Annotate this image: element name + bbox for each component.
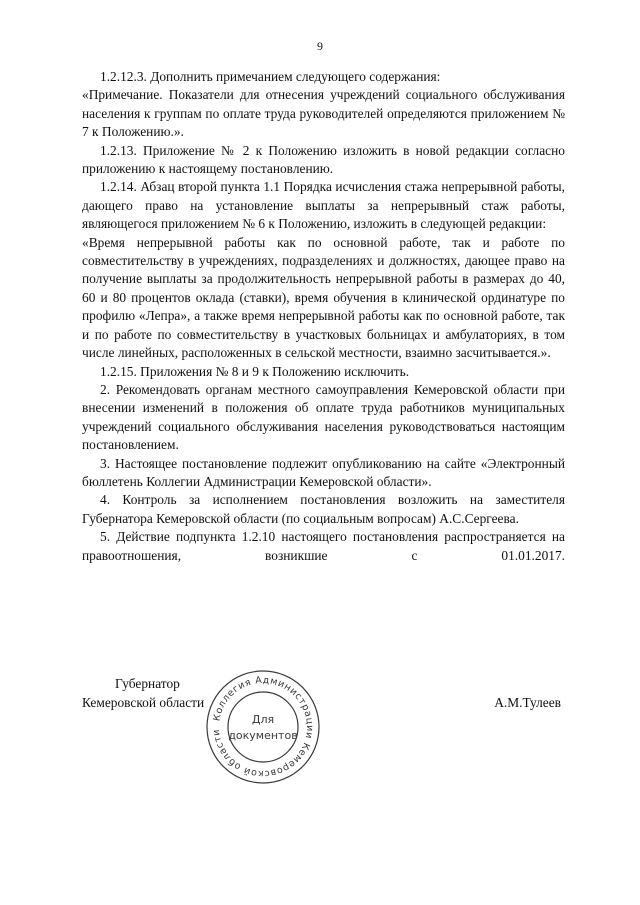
paragraph-1-2-12-3: 1.2.12.3. Дополнить примечанием следующего содержания: [100,69,441,84]
signatory-title: Губернатор [115,676,180,691]
signature-block [82,675,565,785]
seal-outer-ring [207,671,319,783]
paragraph-4: 4. Контроль за исполнением постановления возложить на заместителя Губернатора Кемеровской области (по социальным вопросам) А.С.Сергеева. [82,492,565,526]
paragraph-3: 3. Настоящее постановление подлежит опубликованию на сайте «Электронный бюллетень Коллегии Администрации Кемеровской области». [82,455,565,489]
seal-ring-text: Коллегия Администрации Кемеровской области [210,674,316,780]
seal-center-line-1: Для [251,713,275,726]
paragraph-1-2-14: 1.2.14. Абзац второй пункта 1.1 Порядка исчисления стажа непрерывной работы, дающего право на установление выплаты за непрерывный стаж работы, являющегося приложением № 6 к Положению, изложить в следующей редакции: [82,179,565,232]
document-body [82,68,565,565]
signatory-region: Кемеровской области [82,695,205,710]
paragraph-note: «Примечание. Показатели для отнесения учреждений социального обслуживания населения к группам по оплате труда руководителей определяются приложением № 7 к Положению.». [82,87,565,140]
paragraph-1-2-15: 1.2.15. Приложения № 8 и 9 к Положению исключить. [100,363,410,379]
page-number: 9 [317,39,323,53]
paragraph-1-2-13: 1.2.13. Приложение № 2 к Положению изложить в новой редакции согласно приложению к настоящему постановлению. [82,142,565,177]
paragraph-2: 2. Рекомендовать органам местного самоуправления Кемеровской области при внесении изменений в положения об оплате труда работников муниципальных учреждений социального обслуживания населения руководствоваться настоящим постановлением. [82,381,565,453]
paragraph-quote: «Время непрерывной работы как по основной работе, так и работе по совместительству в учреждениях, подразделениях и должностях, дающее право на получение выплаты за продолжительность непрерывной работы в размерах до 40, 60 и 80 процентов оклада (ставки), время обучения в клинической ординатуре по профилю «Лепра», а также время непрерывной работы как по основной работе, так и по работе по совместительству в участковых больницах и амбулаториях, в том числе линейных, расположенных в сельской местности, взаимно засчитывается.». [82,234,565,361]
signatory-name: А.М.Тулеев [494,695,561,710]
paragraph-5: 5. Действие подпункта 1.2.10 настоящего постановления распространяется на правоотношения, возникшие с 01.01.2017. [82,529,565,563]
seal-center-line-2: документов [228,729,298,742]
official-seal-stamp [204,668,322,786]
seal-inner-ring [228,692,298,762]
